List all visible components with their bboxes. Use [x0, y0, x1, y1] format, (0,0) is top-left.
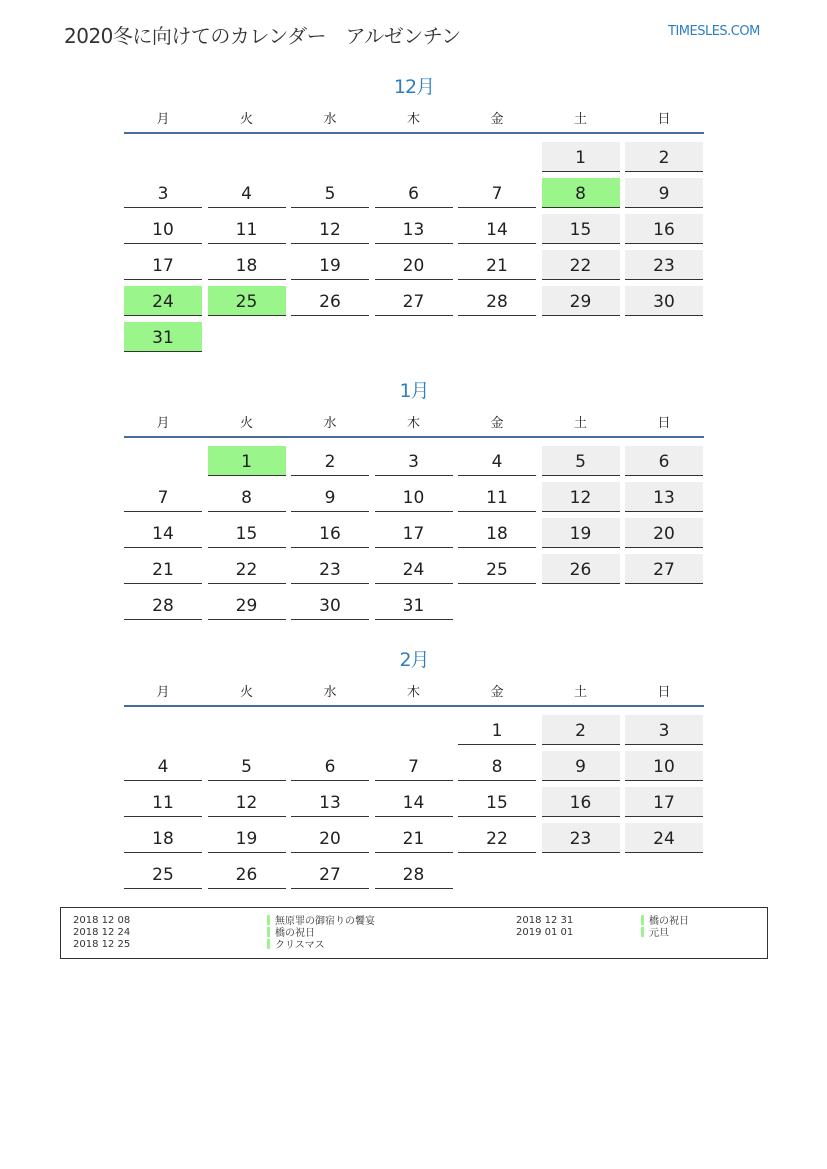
- legend-holiday: [267, 939, 325, 952]
- day-cell: 22: [208, 554, 286, 584]
- day-cell: 14: [375, 787, 453, 817]
- day-cell: 16: [291, 518, 369, 548]
- day-cell: 11: [458, 482, 536, 512]
- header-rule: [124, 436, 704, 438]
- day-cell: 28: [124, 590, 202, 620]
- holiday-legend: [60, 907, 768, 959]
- weekday-label: 土: [573, 112, 587, 127]
- day-cell: 28: [375, 859, 453, 889]
- legend-holiday-name: クリスマス: [275, 940, 325, 951]
- weekday-label: 月: [156, 112, 170, 127]
- day-cell: 6: [291, 751, 369, 781]
- holiday-marker: [641, 915, 644, 925]
- legend-date: 2018 12 25: [73, 939, 131, 950]
- day-cell: 2: [291, 446, 369, 476]
- weekday-label: 土: [573, 416, 587, 431]
- day-cell: 5: [291, 178, 369, 208]
- day-cell: 14: [124, 518, 202, 548]
- day-cell: 21: [124, 554, 202, 584]
- day-cell: 22: [542, 250, 620, 280]
- day-cell: 12: [291, 214, 369, 244]
- day-cell: 31: [124, 322, 202, 352]
- day-cell: 20: [291, 823, 369, 853]
- weekday-label: 火: [239, 416, 253, 431]
- day-cell: 21: [458, 250, 536, 280]
- day-cell: 20: [375, 250, 453, 280]
- day-cell: 13: [375, 214, 453, 244]
- legend-holiday: [641, 927, 669, 940]
- day-cell: 29: [542, 286, 620, 316]
- legend-holiday-name: 橋の祝日: [275, 928, 315, 939]
- day-cell: 18: [208, 250, 286, 280]
- day-cell: 25: [124, 859, 202, 889]
- month-title: 1月: [399, 380, 429, 402]
- weekday-label: 土: [573, 685, 587, 700]
- header-rule: [124, 132, 704, 134]
- legend-holiday-name: 元旦: [649, 928, 669, 939]
- weekday-label: 水: [323, 112, 337, 127]
- day-cell: 12: [208, 787, 286, 817]
- day-cell: 4: [124, 751, 202, 781]
- day-cell: 15: [208, 518, 286, 548]
- day-cell: 7: [124, 482, 202, 512]
- day-cell: 19: [208, 823, 286, 853]
- weekday-label: 火: [239, 685, 253, 700]
- day-cell: 7: [375, 751, 453, 781]
- weekday-header: [124, 108, 704, 128]
- day-cell: 6: [375, 178, 453, 208]
- page-title: 2020冬に向けてのカレンダー アルゼンチン: [64, 24, 461, 48]
- day-cell: 22: [458, 823, 536, 853]
- day-cell: 3: [375, 446, 453, 476]
- header-rule: [124, 705, 704, 707]
- legend-holiday-name: 無原罪の御宿りの饗宴: [275, 916, 375, 927]
- weekday-header: [124, 412, 704, 432]
- legend-holiday-name: 橋の祝日: [649, 916, 689, 927]
- day-cell: 4: [458, 446, 536, 476]
- day-cell: 18: [124, 823, 202, 853]
- legend-date: 2018 12 08: [73, 915, 131, 926]
- holiday-marker: [641, 927, 644, 937]
- day-cell: 2: [542, 715, 620, 745]
- weekday-label: 月: [156, 416, 170, 431]
- day-cell: 5: [208, 751, 286, 781]
- day-cell: 11: [208, 214, 286, 244]
- day-cell: 17: [625, 787, 703, 817]
- day-cell: 9: [625, 178, 703, 208]
- day-cell: 1: [542, 142, 620, 172]
- legend-date: 2018 12 31: [516, 915, 574, 926]
- weekday-label: 月: [156, 685, 170, 700]
- day-cell: 15: [542, 214, 620, 244]
- weekday-label: 金: [490, 112, 504, 127]
- legend-date: 2019 01 01: [516, 927, 574, 938]
- day-cell: 1: [208, 446, 286, 476]
- day-cell: 8: [208, 482, 286, 512]
- day-cell: 10: [124, 214, 202, 244]
- day-cell: 29: [208, 590, 286, 620]
- day-cell: 31: [375, 590, 453, 620]
- day-cell: 27: [625, 554, 703, 584]
- day-cell: 24: [124, 286, 202, 316]
- day-cell: 24: [375, 554, 453, 584]
- day-cell: 20: [625, 518, 703, 548]
- day-cell: 28: [458, 286, 536, 316]
- weekday-label: 水: [323, 416, 337, 431]
- day-cell: 10: [625, 751, 703, 781]
- weekday-label: 木: [406, 112, 420, 127]
- day-cell: 27: [291, 859, 369, 889]
- weekday-label: 日: [657, 685, 671, 700]
- day-cell: 26: [542, 554, 620, 584]
- day-cell: 6: [625, 446, 703, 476]
- day-cell: 18: [458, 518, 536, 548]
- day-cell: 26: [291, 286, 369, 316]
- day-cell: 11: [124, 787, 202, 817]
- month-title: 12月: [393, 76, 435, 98]
- day-cell: 16: [625, 214, 703, 244]
- day-cell: 9: [542, 751, 620, 781]
- holiday-marker: [267, 915, 270, 925]
- day-cell: 17: [124, 250, 202, 280]
- day-cell: 3: [625, 715, 703, 745]
- day-cell: 23: [542, 823, 620, 853]
- day-cell: 2: [625, 142, 703, 172]
- day-cell: 5: [542, 446, 620, 476]
- weekday-label: 火: [239, 112, 253, 127]
- day-cell: 16: [542, 787, 620, 817]
- weekday-label: 水: [323, 685, 337, 700]
- day-cell: 12: [542, 482, 620, 512]
- holiday-marker: [267, 939, 270, 949]
- site-brand[interactable]: TIMESLES.COM: [668, 24, 760, 39]
- legend-date: 2018 12 24: [73, 927, 131, 938]
- day-cell: 4: [208, 178, 286, 208]
- day-cell: 10: [375, 482, 453, 512]
- day-cell: 17: [375, 518, 453, 548]
- day-cell: 23: [625, 250, 703, 280]
- day-cell: 25: [458, 554, 536, 584]
- weekday-label: 日: [657, 416, 671, 431]
- day-cell: 27: [375, 286, 453, 316]
- day-cell: 23: [291, 554, 369, 584]
- day-cell: 15: [458, 787, 536, 817]
- day-cell: 13: [291, 787, 369, 817]
- day-cell: 9: [291, 482, 369, 512]
- day-cell: 7: [458, 178, 536, 208]
- day-cell: 30: [625, 286, 703, 316]
- day-cell: 8: [542, 178, 620, 208]
- day-cell: 26: [208, 859, 286, 889]
- day-cell: 19: [542, 518, 620, 548]
- day-cell: 19: [291, 250, 369, 280]
- month-title: 2月: [399, 649, 429, 671]
- weekday-label: 木: [406, 416, 420, 431]
- weekday-label: 金: [490, 685, 504, 700]
- weekday-label: 金: [490, 416, 504, 431]
- day-cell: 8: [458, 751, 536, 781]
- weekday-label: 木: [406, 685, 420, 700]
- day-cell: 3: [124, 178, 202, 208]
- day-cell: 25: [208, 286, 286, 316]
- day-cell: 13: [625, 482, 703, 512]
- day-cell: 1: [458, 715, 536, 745]
- day-cell: 30: [291, 590, 369, 620]
- day-cell: 14: [458, 214, 536, 244]
- weekday-header: [124, 681, 704, 701]
- day-cell: 24: [625, 823, 703, 853]
- weekday-label: 日: [657, 112, 671, 127]
- day-cell: 21: [375, 823, 453, 853]
- holiday-marker: [267, 927, 270, 937]
